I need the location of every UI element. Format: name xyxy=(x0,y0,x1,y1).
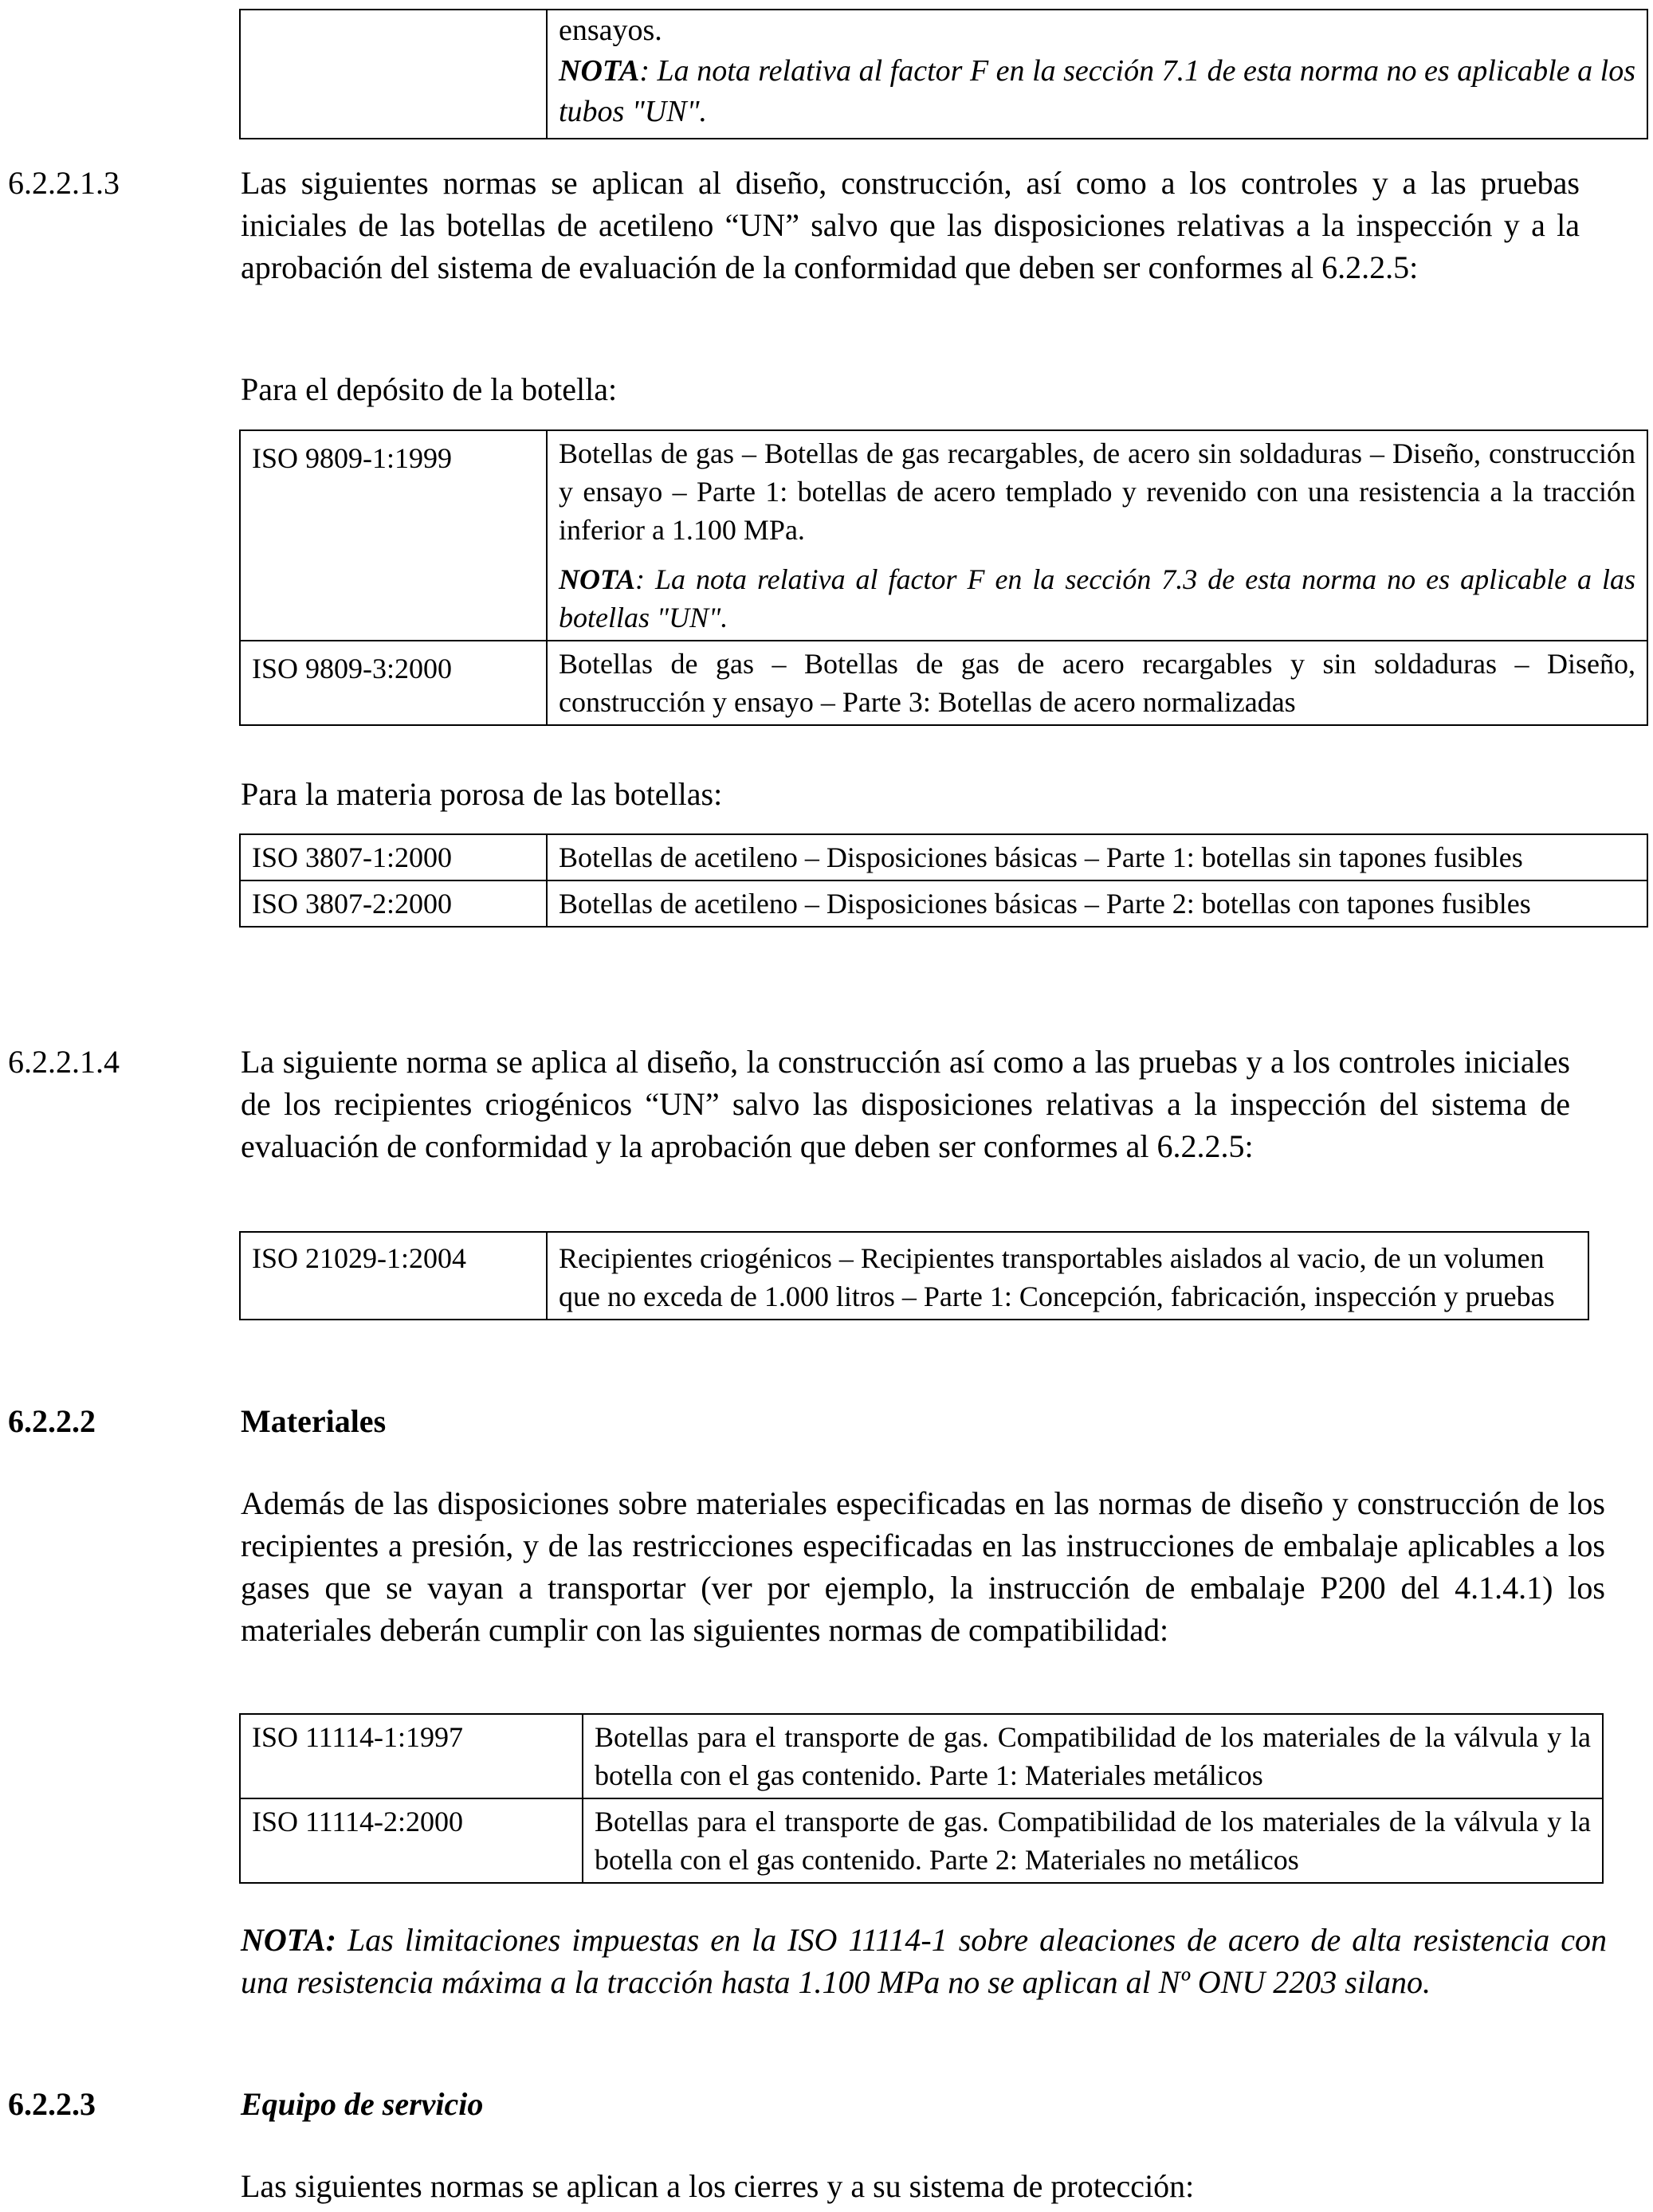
section-text: Las siguientes normas se aplican al diseño, construcción, así como a los controles y a las pruebas iniciales de las botellas de acetileno “UN” salvo que las disposiciones relativas a la inspección y a la aprobación del sistema de evaluación de la conformidad que deben ser conformes al 6.2.2.5: xyxy=(241,165,1580,285)
table-row xyxy=(240,1714,1603,1798)
desc-cell: Recipientes criogénicos – Recipientes transportables aislados al vacio, de un volumen que no exceda de 1.000 litros – Parte 1: Concepción, fabricación, inspección y pruebas xyxy=(547,1232,1588,1320)
desc-cell: Botellas para el transporte de gas. Compatibilidad de los materiales de la válvula y la botella con el gas contenido. Parte 2: Materiales no metálicos xyxy=(583,1798,1603,1883)
table-row xyxy=(240,1798,1603,1883)
desc-text: ensayos. xyxy=(559,14,662,47)
note-text: Las limitaciones impuestas en la ISO 11114-1 sobre aleaciones de acero de alta resistencia con una resistencia máxima a la tracción hasta 1.100 MPa no se aplican al Nº ONU 2203 silano. xyxy=(241,1922,1607,2000)
section-title: Equipo de servicio xyxy=(241,2086,484,2122)
note-label: NOTA xyxy=(559,563,636,595)
desc-cell xyxy=(547,10,1647,139)
code-cell xyxy=(240,10,547,139)
code-cell: ISO 9809-1:1999 xyxy=(240,430,547,641)
compatibility-standards-table xyxy=(239,1713,1604,1884)
top-standards-table xyxy=(239,9,1648,139)
porous-material-standards-table xyxy=(239,833,1648,928)
section-number: 6.2.2.1.3 xyxy=(8,165,120,201)
section-title: Materiales xyxy=(241,1403,387,1439)
section-text: Además de las disposiciones sobre materiales especificadas en las normas de diseño y construcción de los recipientes a presión, y de las restricciones especificadas en las instrucciones de embalaje aplicables a los gases que se vayan a transportar (ver por ejemplo, la instrucción de embalaje P200 del 4.1.4.1) los materiales deberán cumplir con las siguientes normas de compatibilidad: xyxy=(241,1485,1605,1648)
desc-cell: Botellas de acetileno – Disposiciones básicas – Parte 2: botellas con tapones fusibles xyxy=(547,880,1647,927)
table-row xyxy=(240,430,1647,641)
table-row xyxy=(240,834,1647,880)
section-number: 6.2.2.1.4 xyxy=(8,1044,120,1080)
desc-cell xyxy=(547,430,1647,641)
desc-cell: Botellas para el transporte de gas. Compatibilidad de los materiales de la válvula y la botella con el gas contenido. Parte 1: Materiales metálicos xyxy=(583,1714,1603,1798)
section-text: Las siguientes normas se aplican a los cierres y a su sistema de protección: xyxy=(241,2168,1195,2204)
table-row xyxy=(240,1232,1588,1320)
note xyxy=(241,1919,1607,2003)
section-number: 6.2.2.3 xyxy=(8,2086,96,2122)
code-cell: ISO 21029-1:2004 xyxy=(240,1232,547,1320)
table-row xyxy=(240,641,1647,725)
section-number: 6.2.2.2 xyxy=(8,1403,96,1439)
table-row xyxy=(240,10,1647,139)
cylinder-standards-table xyxy=(239,429,1648,726)
note-label: NOTA xyxy=(559,54,640,88)
note-label: NOTA: xyxy=(241,1922,336,1958)
code-cell: ISO 3807-1:2000 xyxy=(240,834,547,880)
code-cell: ISO 11114-1:1997 xyxy=(240,1714,583,1798)
note xyxy=(559,51,1635,132)
note-text: : La nota relativa al factor F en la sección 7.3 de esta norma no es aplicable a las botellas "UN". xyxy=(559,563,1635,633)
note-text: : La nota relativa al factor F en la sección 7.1 de esta norma no es aplicable a los tubos "UN". xyxy=(559,54,1635,128)
section-text: La siguiente norma se aplica al diseño, la construcción así como a las pruebas y a los controles iniciales de los recipientes criogénicos “UN” salvo las disposiciones relativas a la inspección del sistema de evaluación de conformidad y la aprobación que deben ser conformes al 6.2.2.5: xyxy=(241,1044,1570,1164)
note xyxy=(559,560,1635,637)
table-row xyxy=(240,880,1647,927)
subheading: Para el depósito de la botella: xyxy=(241,371,618,407)
subheading: Para la materia porosa de las botellas: xyxy=(241,776,723,812)
desc-text: Botellas de gas – Botellas de gas recargables, de acero sin soldaduras – Diseño, construcción y ensayo – Parte 1: botellas de acero templado y revenido con una resistencia a la tracción inferior a 1.100 MPa. xyxy=(559,437,1635,546)
code-cell: ISO 9809-3:2000 xyxy=(240,641,547,725)
code-cell: ISO 3807-2:2000 xyxy=(240,880,547,927)
code-cell: ISO 11114-2:2000 xyxy=(240,1798,583,1883)
desc-cell: Botellas de acetileno – Disposiciones básicas – Parte 1: botellas sin tapones fusibles xyxy=(547,834,1647,880)
cryogenic-standards-table xyxy=(239,1231,1589,1320)
desc-cell: Botellas de gas – Botellas de gas de acero recargables y sin soldaduras – Diseño, construcción y ensayo – Parte 3: Botellas de acero normalizadas xyxy=(547,641,1647,725)
